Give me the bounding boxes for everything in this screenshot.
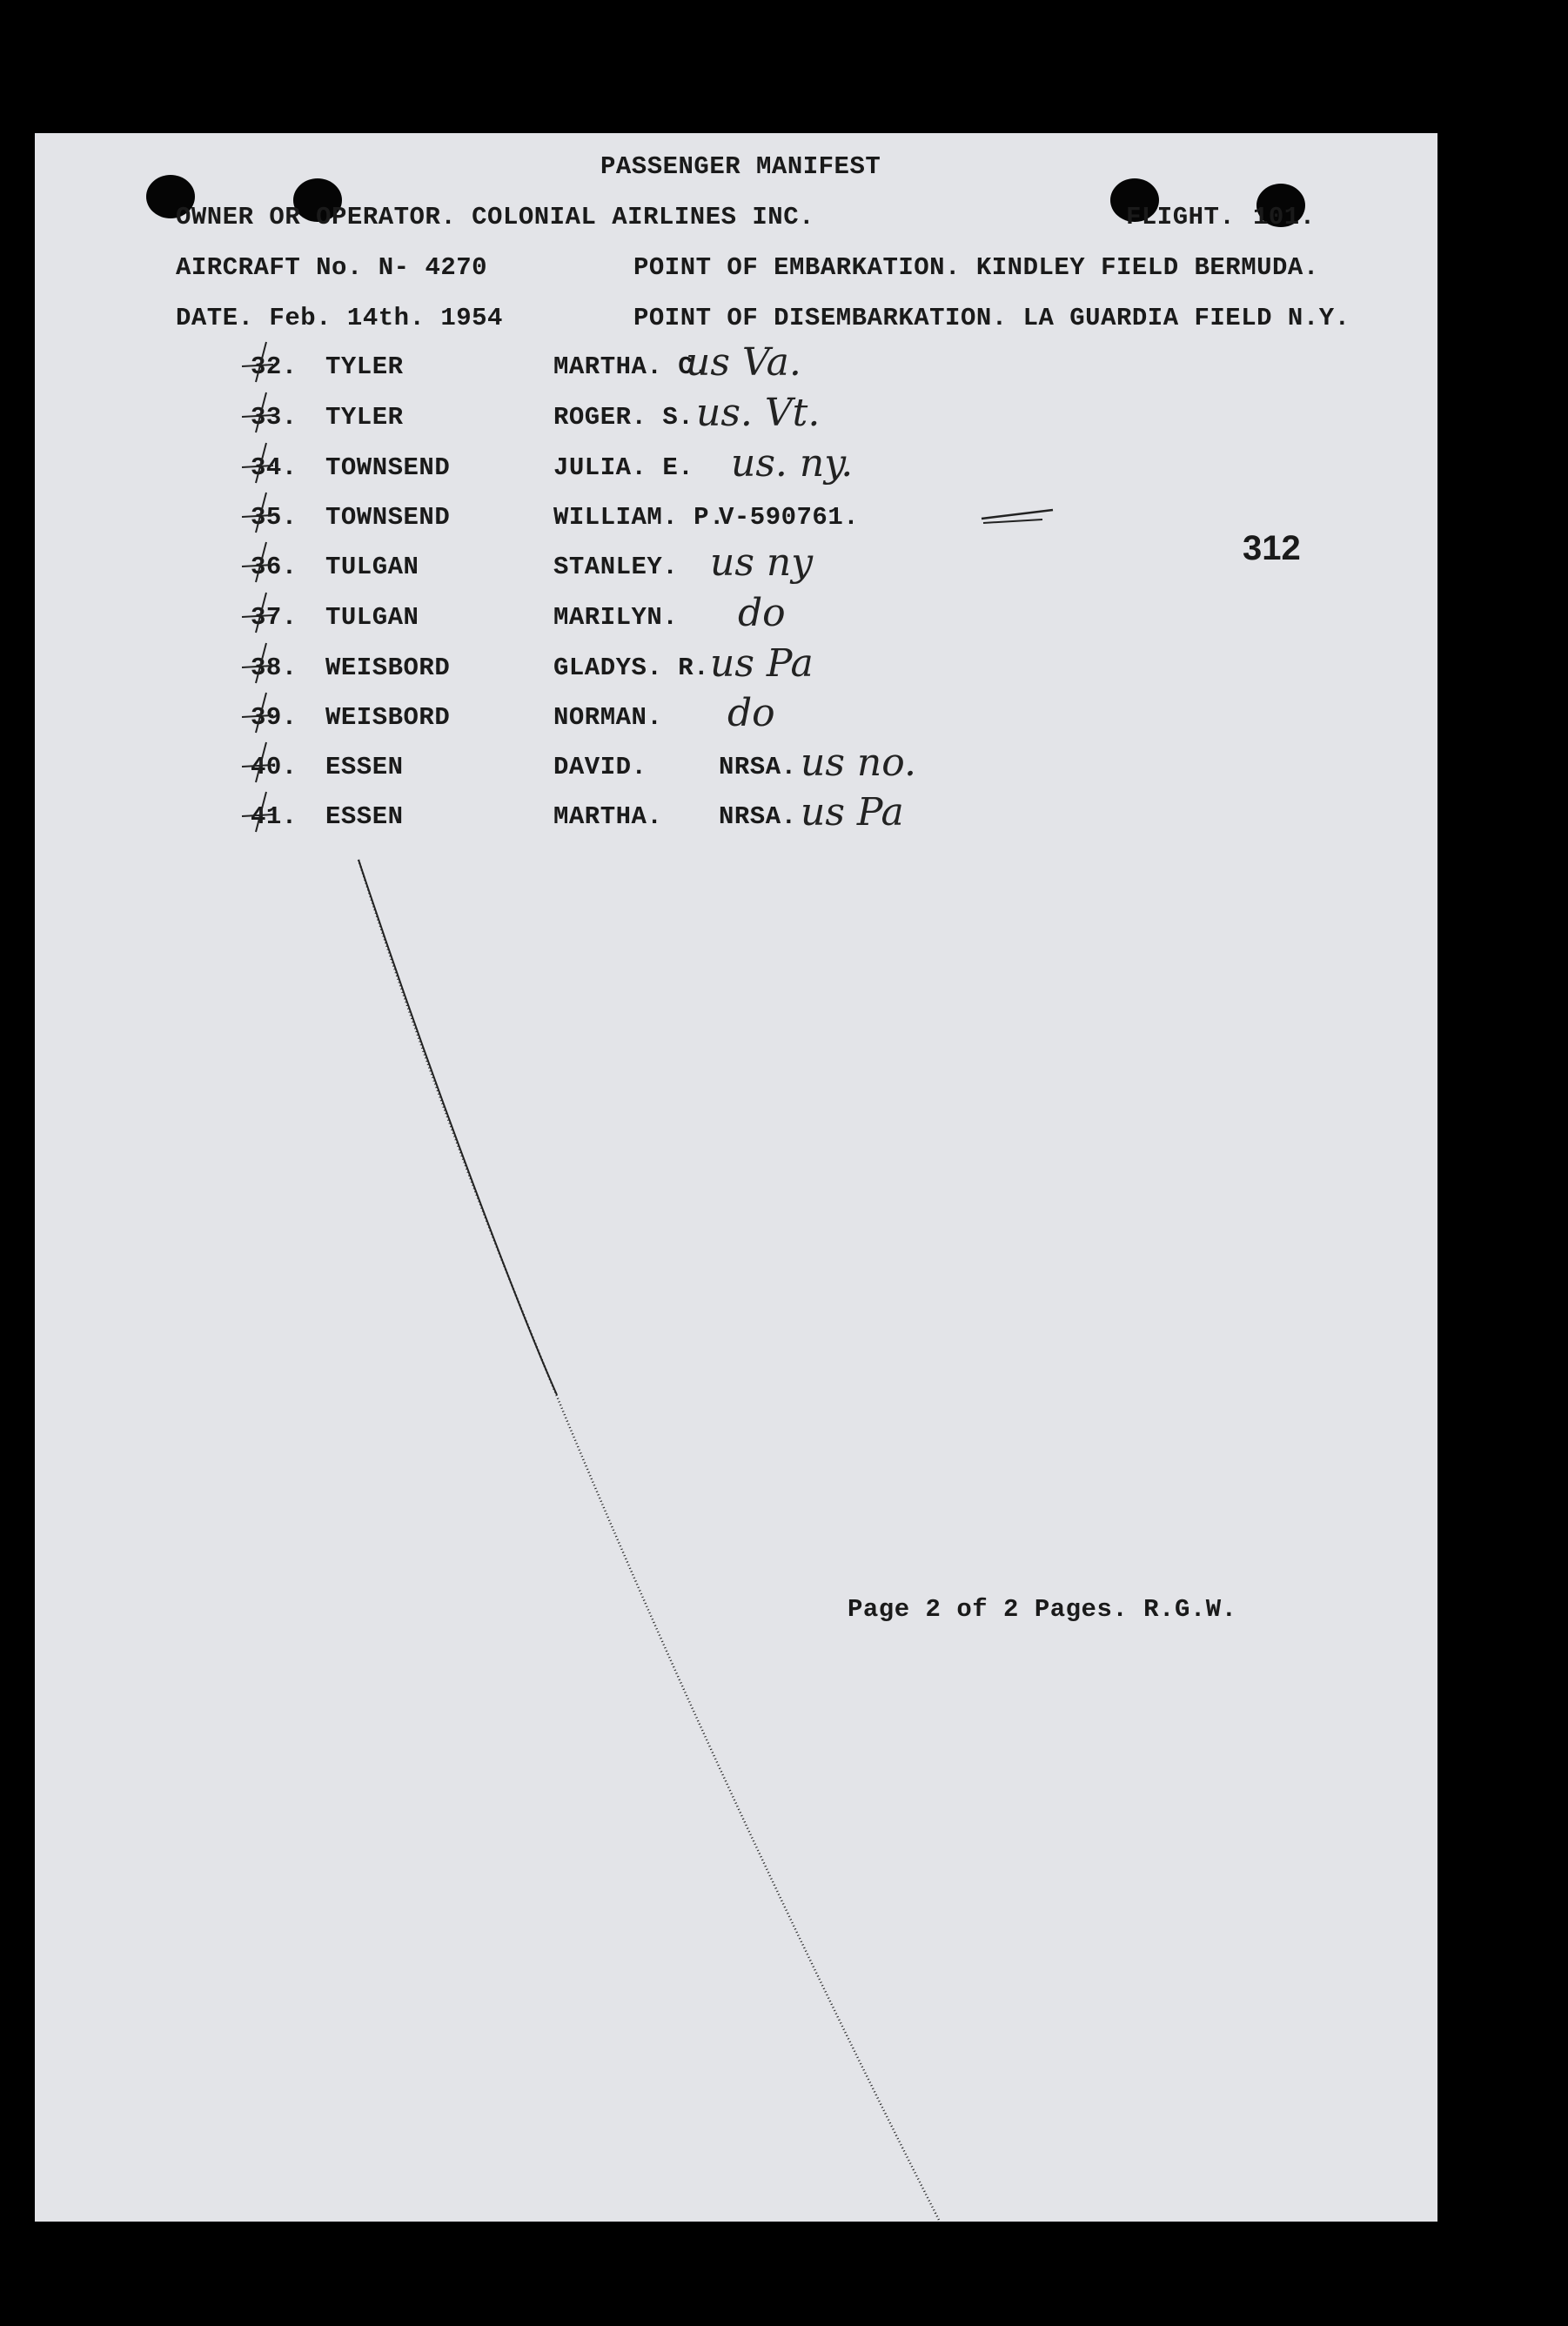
passenger-number: 38. xyxy=(251,654,298,682)
passenger-last-name: ESSEN xyxy=(325,802,404,831)
passenger-last-name: TULGAN xyxy=(325,553,419,581)
handwritten-note: us. ny. xyxy=(731,441,854,486)
flight-number: 101. xyxy=(1253,203,1316,231)
passenger-number: 36. xyxy=(251,553,298,581)
page-footer: Page 2 of 2 Pages. R.G.W. xyxy=(848,1595,1237,1624)
passenger-first-name: NORMAN. xyxy=(553,703,663,732)
passenger-first-name: JULIA. E. xyxy=(553,453,694,482)
handwritten-note: do xyxy=(738,591,786,635)
flight-label: FLIGHT. xyxy=(1126,203,1236,231)
embarkation-line: POINT OF EMBARKATION. KINDLEY FIELD BERMUDA. xyxy=(633,253,1319,282)
handwritten-note: do xyxy=(727,691,775,735)
passenger-number: 35. xyxy=(251,503,298,532)
handwritten-note: us. Vt. xyxy=(696,391,821,435)
handwritten-note: us no. xyxy=(801,741,916,785)
passenger-number: 39. xyxy=(251,703,298,732)
passenger-number: 34. xyxy=(251,453,298,482)
passenger-last-name: TULGAN xyxy=(325,603,419,632)
passenger-extra: V-590761. xyxy=(719,503,860,532)
passenger-last-name: TYLER xyxy=(325,352,404,381)
passenger-first-name: WILLIAM. P. xyxy=(553,503,725,532)
passenger-last-name: TYLER xyxy=(325,403,404,432)
passenger-last-name: WEISBORD xyxy=(325,703,451,732)
passenger-last-name: ESSEN xyxy=(325,753,404,781)
handwritten-note: us Va. xyxy=(686,340,801,385)
passenger-number: 32. xyxy=(251,352,298,381)
handwritten-note: us Pa xyxy=(710,641,814,686)
passenger-number: 40. xyxy=(251,753,298,781)
passenger-first-name: MARTHA. xyxy=(553,802,663,831)
passenger-first-name: MARTHA. C. xyxy=(553,352,710,381)
manifest-title: PASSENGER MANIFEST xyxy=(600,152,881,181)
passenger-extra: NRSA. xyxy=(719,753,797,781)
passenger-number: 41. xyxy=(251,802,298,831)
passenger-last-name: WEISBORD xyxy=(325,654,451,682)
passenger-number: 37. xyxy=(251,603,298,632)
dash-mark xyxy=(983,519,1042,523)
diagonal-cancel-line xyxy=(358,860,940,2222)
passenger-first-name: MARILYN. xyxy=(553,603,679,632)
manifest-sheet xyxy=(35,133,1437,2222)
disembarkation-line: POINT OF DISEMBARKATION. LA GUARDIA FIELD N.Y. xyxy=(633,304,1350,332)
owner-line: OWNER OR OPERATOR. COLONIAL AIRLINES INC. xyxy=(176,203,815,231)
page-stamp-number: 312 xyxy=(1243,529,1301,567)
dash-mark xyxy=(982,510,1053,519)
passenger-number: 33. xyxy=(251,403,298,432)
pen-marks xyxy=(35,133,1437,2222)
handwritten-note: us Pa xyxy=(801,790,904,835)
passenger-first-name: ROGER. S. xyxy=(553,403,694,432)
handwritten-note: us ny xyxy=(710,540,814,585)
date-line: DATE. Feb. 14th. 1954 xyxy=(176,304,503,332)
passenger-first-name: STANLEY. xyxy=(553,553,679,581)
passenger-last-name: TOWNSEND xyxy=(325,503,451,532)
aircraft-line: AIRCRAFT No. N- 4270 xyxy=(176,253,488,282)
passenger-first-name: DAVID. xyxy=(553,753,647,781)
passenger-last-name: TOWNSEND xyxy=(325,453,451,482)
passenger-extra: NRSA. xyxy=(719,802,797,831)
passenger-first-name: GLADYS. R. xyxy=(553,654,710,682)
diagonal-cancel-line-solid xyxy=(358,860,557,1395)
